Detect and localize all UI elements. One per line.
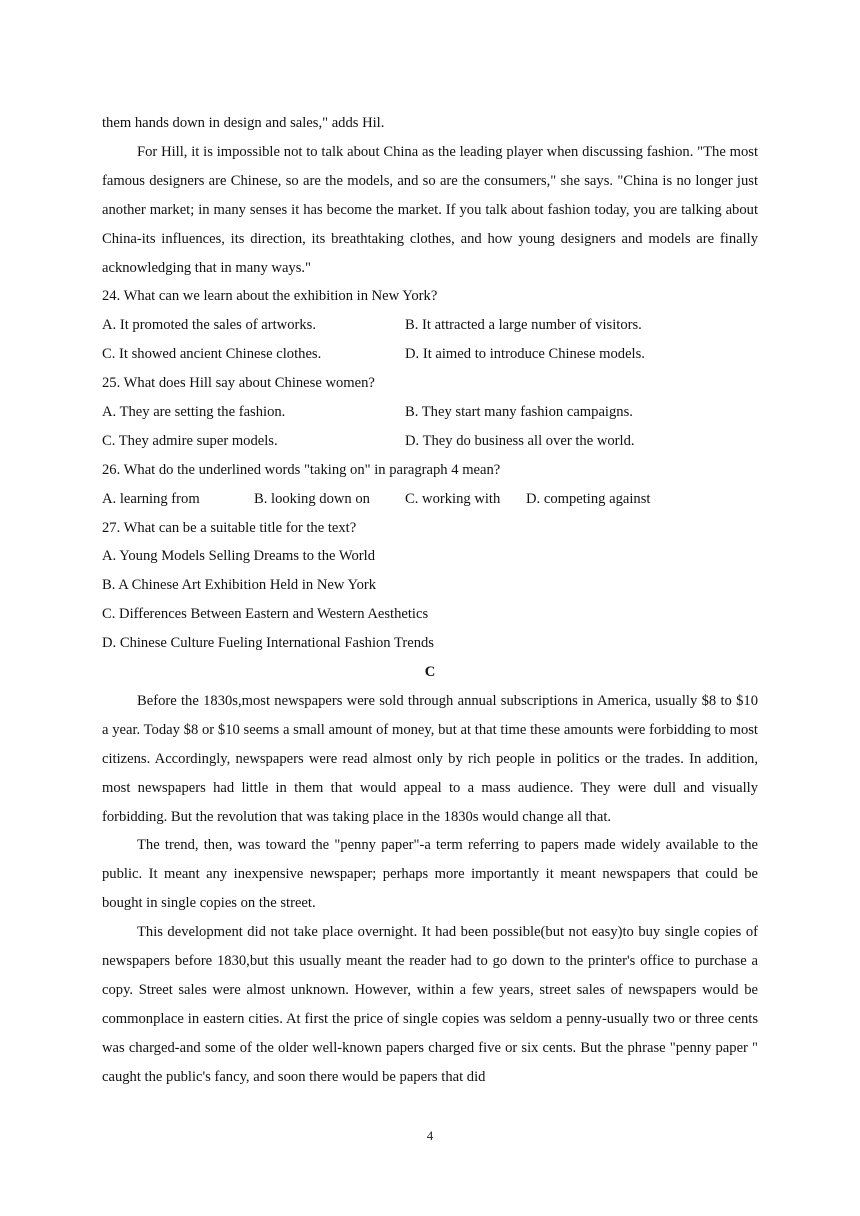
question-25-stem: 25. What does Hill say about Chinese women?	[102, 375, 375, 392]
section-c-paragraph-1: Before the 1830s,most newspapers were sold through annual subscriptions in America, usually $8 to $10 a year. Today $8 or $10 seems a small amount of money, but at that time these amounts were forbidding to most citizens. Accordingly, newspapers were read almost only by rich people in politics or the trades. In addition, most newspapers had little in them that would appeal to a mass audience. They were dull and visually forbidding. But the revolution that was taking place in the 1830s would change all that.	[102, 692, 758, 825]
question-26-stem: 26. What do the underlined words "taking on" in paragraph 4 mean?	[102, 461, 501, 478]
option-26-d: D. competing against	[526, 490, 651, 507]
option-25-c: C. They admire super models.	[102, 432, 278, 449]
question-26-options-row	[102, 485, 758, 514]
option-27-c: C. Differences Between Eastern and Western Aesthetics	[102, 606, 429, 623]
option-27-d: D. Chinese Culture Fueling International Fashion Trends	[102, 635, 434, 652]
option-24-b: B. It attracted a large number of visitors.	[405, 317, 642, 334]
question-27-stem: 27. What can be a suitable title for the text?	[102, 519, 357, 536]
option-25-b: B. They start many fashion campaigns.	[405, 403, 633, 420]
option-26-c: C. working with	[405, 490, 501, 507]
question-25-options-row-1	[102, 398, 758, 427]
paragraph-hill-china: For Hill, it is impossible not to talk about China as the leading player when discussing fashion. "The most famous designers are Chinese, so are the models, and so are the consumers," she says. "China is no longer just another market; in many senses it has become the market. If you talk about fashion today, you are talking about China-its influences, its direction, its breathtaking clothes, and how young designers and models are finally acknowledging that in many ways."	[102, 143, 758, 276]
section-c-heading: C	[424, 664, 436, 680]
page-content	[102, 109, 758, 1092]
option-24-d: D. It aimed to introduce Chinese models.	[405, 346, 645, 363]
option-25-d: D. They do business all over the world.	[405, 432, 635, 449]
option-24-c: C. It showed ancient Chinese clothes.	[102, 346, 322, 363]
section-c-paragraph-3: This development did not take place overnight. It had been possible(but not easy)to buy single copies of newspapers before 1830,but this usually meant the reader had to go down to the printer's office to purchase a copy. Street sales were almost unknown. However, within a few years, street sales of newspapers would be commonplace in eastern cities. At first the price of single copies was seldom a penny-usually two or three cents was charged-and some of the older well-known papers charged five or six cents. But the phrase "penny paper " caught the public's fancy, and soon there would be papers that did	[102, 924, 758, 1085]
option-26-a: A. learning from	[102, 490, 200, 507]
option-25-a: A. They are setting the fashion.	[102, 403, 286, 420]
option-27-a: A. Young Models Selling Dreams to the World	[102, 548, 375, 565]
page-number: 4	[426, 1128, 434, 1143]
option-27-b: B. A Chinese Art Exhibition Held in New York	[102, 577, 377, 594]
question-25-options-row-2	[102, 427, 758, 456]
question-24-options-row-2	[102, 340, 758, 369]
question-24-options-row-1	[102, 311, 758, 340]
option-24-a: A. It promoted the sales of artworks.	[102, 317, 316, 334]
question-24-stem: 24. What can we learn about the exhibition in New York?	[102, 288, 438, 305]
paragraph-continuation: them hands down in design and sales," adds Hil.	[102, 115, 385, 131]
section-c-paragraph-2: The trend, then, was toward the "penny paper"-a term referring to papers made widely available to the public. It meant any inexpensive newspaper; perhaps more importantly it meant newspapers that could be bought in single copies on the street.	[102, 837, 758, 912]
option-26-b: B. looking down on	[254, 490, 370, 507]
